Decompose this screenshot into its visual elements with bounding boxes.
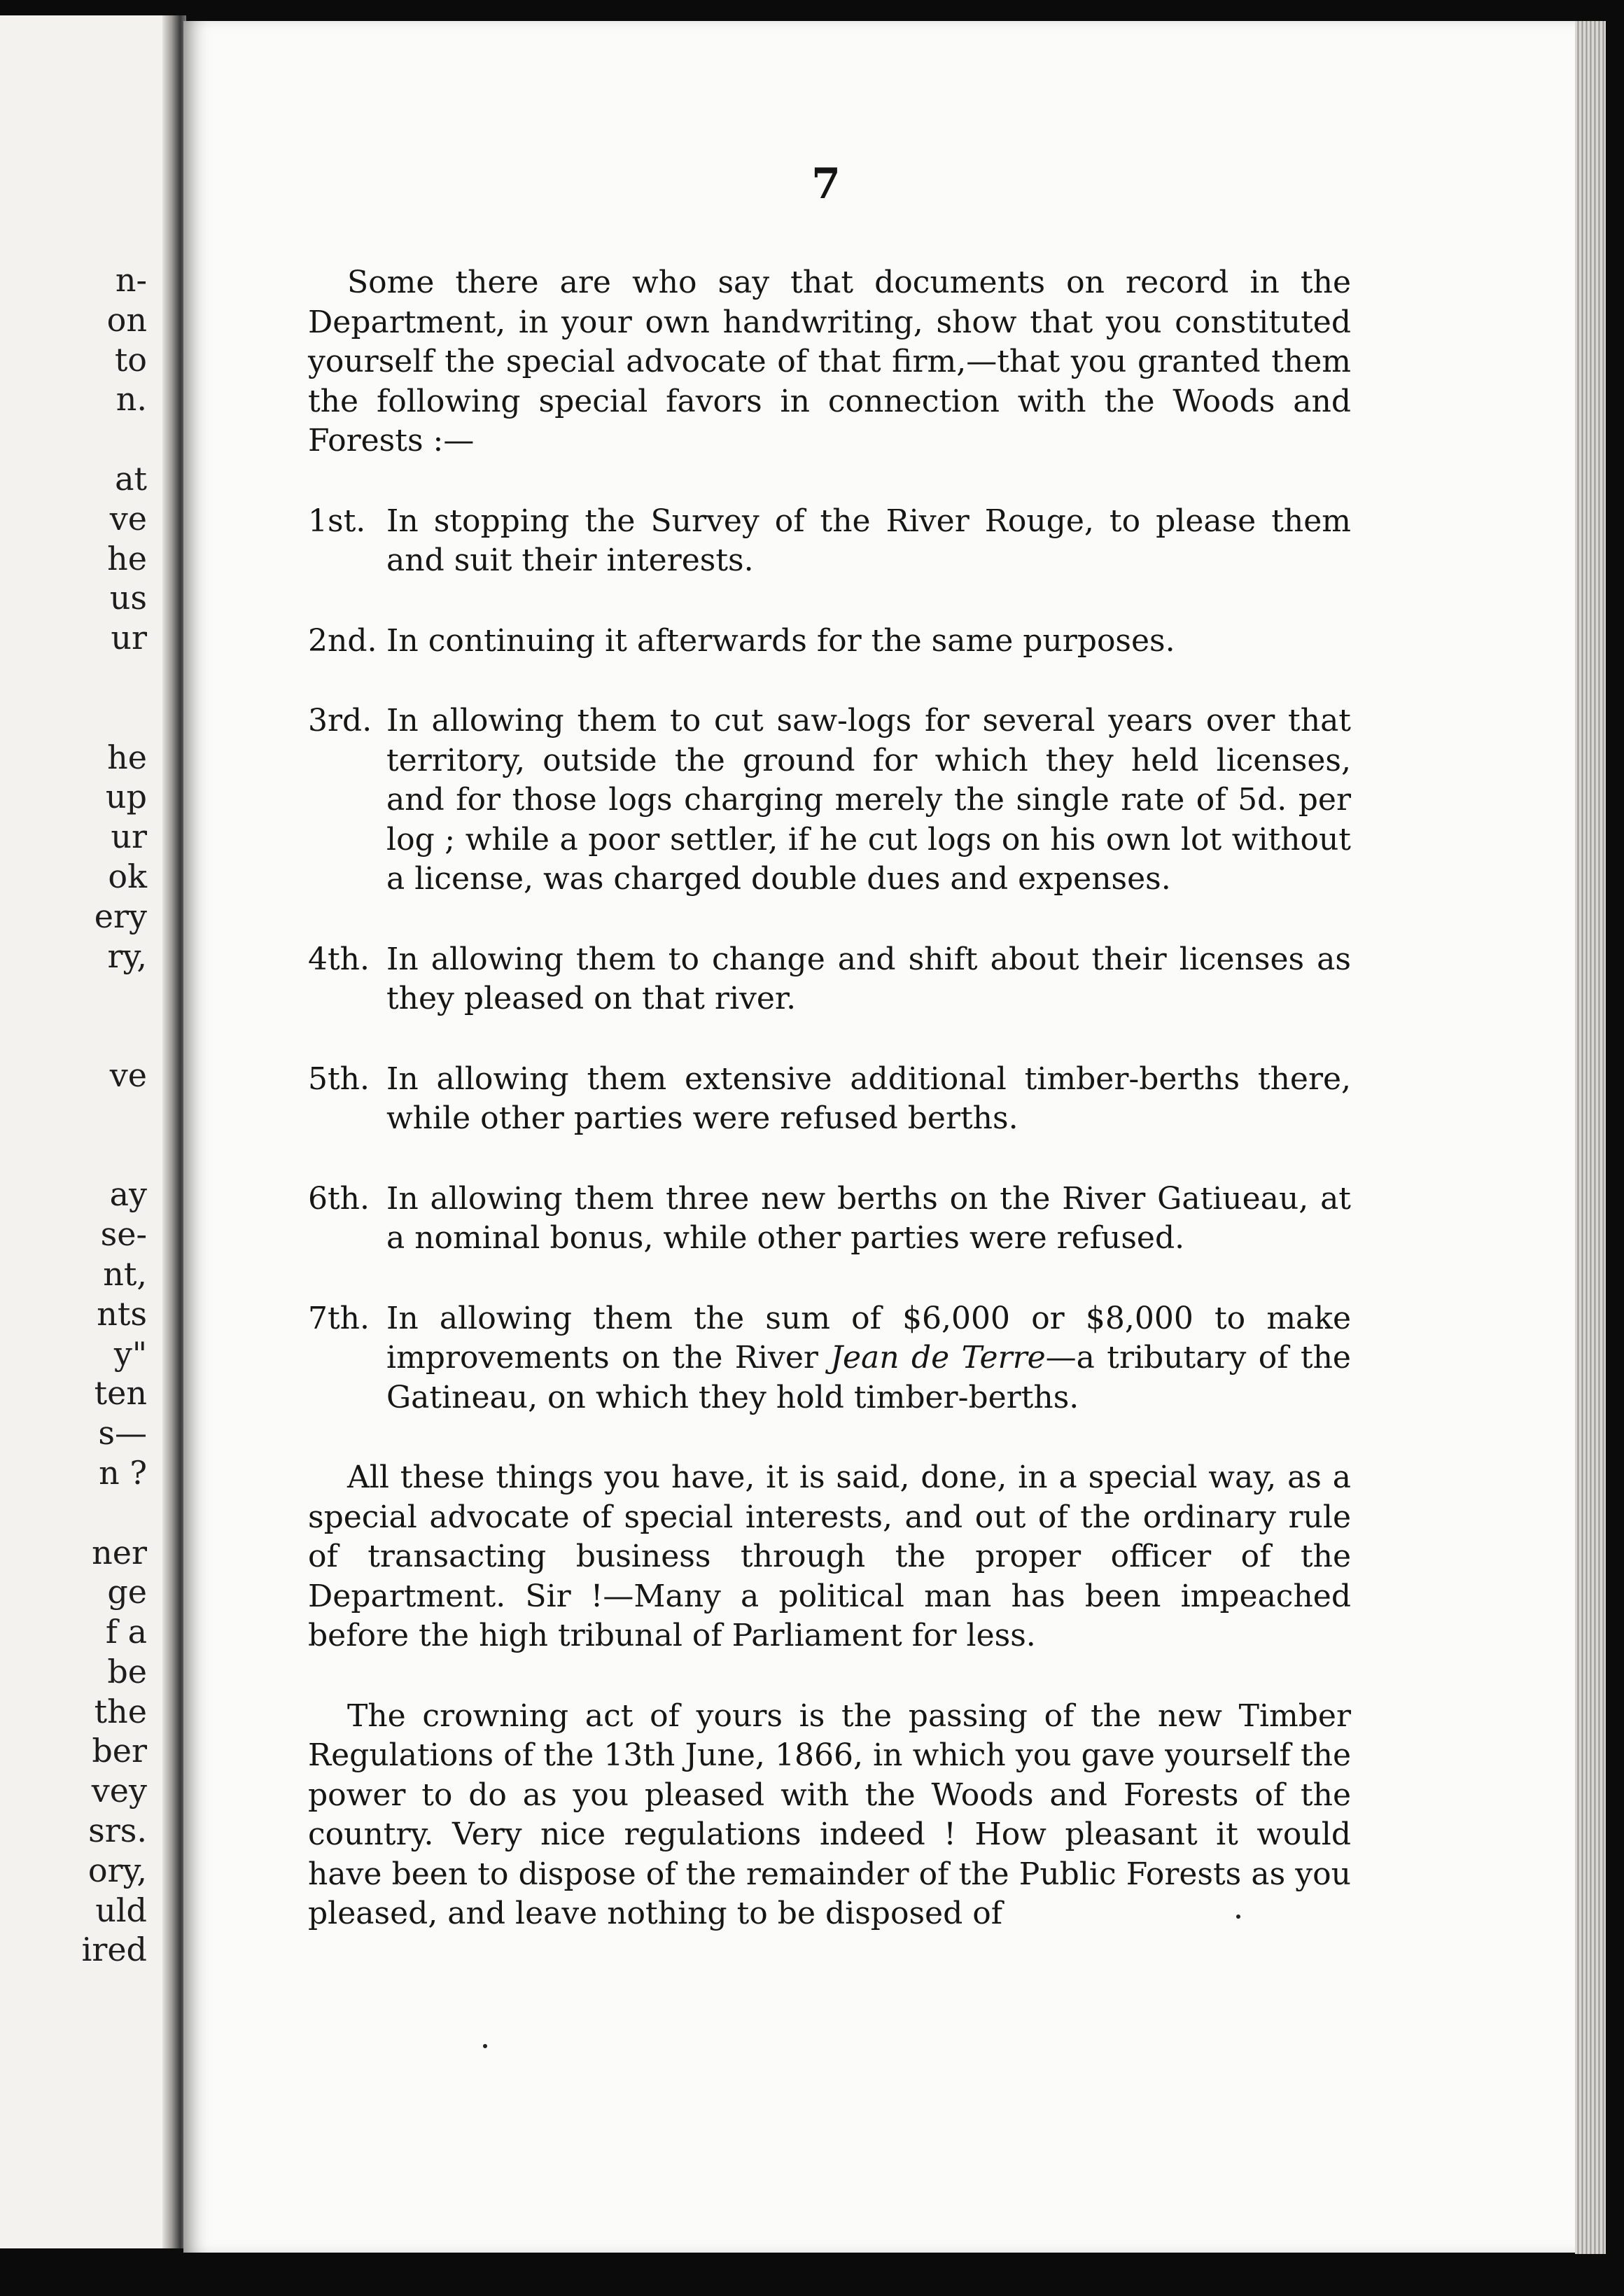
left-page-fragment: n. [115,380,147,419]
left-page-fragment: ery [94,897,147,935]
list-item-number: 7th. [308,1300,370,1336]
left-page-fragment: at [115,459,147,498]
list-item-text-start: In allowing them the sum of $6,000 or $8,000 to make improvements on the River [386,1300,1351,1376]
page-number: 7 [811,160,841,209]
left-page-fragment: ve [109,499,147,538]
left-page-fragment: he [107,539,147,578]
left-page-fragment: ory, [88,1851,147,1889]
left-page-fragment: uld [95,1891,147,1929]
list-item-number: 2nd. [308,622,377,659]
left-page-fragment [82,1016,147,1056]
list-item-number: 3rd. [308,703,372,738]
list-item [308,502,1351,581]
left-page [0,15,172,2248]
list-item-text [386,1299,1351,1418]
list-item [308,701,1351,899]
left-page-fragment: y" [113,1334,147,1373]
left-page-fragment: f a [105,1613,147,1651]
left-page-fragment: the [94,1692,147,1730]
left-page-fragment: se- [100,1215,147,1254]
left-page-fragment [82,698,147,738]
left-page-fragment: nts [97,1294,147,1333]
left-page-fragment [82,1096,147,1135]
list-item-text: In allowing them extensive additional timber-berths there, while other parties were refused berths. [386,1060,1351,1136]
intro-paragraph: Some there are who say that documents on record in the Department, in your own handwriting, show that you constituted yourself the special advocate of that firm,—that you granted them the following special favors in connection with the Woods and Forests :— [308,265,1351,458]
list-item-text: In continuing it afterwards for the same purposes. [386,622,1175,659]
list-item [308,622,1351,662]
left-page-fragment: ten [94,1374,147,1413]
left-page-fragment: ge [107,1573,147,1611]
left-page-fragment: ve [109,1056,147,1094]
ink-speck [483,2044,487,2048]
left-page-fragment [82,1493,147,1533]
favors-list [308,502,1351,1418]
left-page-fragment: ur [111,818,147,856]
list-item-text-end: —a tributary of the Gatineau, on which they hold timber-berths. [386,1340,1351,1415]
left-page-fragment: ay [109,1175,147,1214]
river-name-italic: Jean de Terre [830,1340,1046,1376]
paragraph-impeachment: All these things you have, it is said, done, in a special way, as a special advocate of special interests, and out of the ordinary rule of transacting business through the proper officer of the Department. Sir !—Many a political man has been impeached before the high tribunal of Parliament for less. [308,1460,1351,1653]
left-page-fragment: up [105,778,147,816]
page-body [308,263,1351,1934]
left-page-fragment: s— [98,1414,147,1452]
left-page-fragment: on [106,300,147,339]
page-stack-edge [1575,21,1606,2254]
book-gutter [162,15,186,2248]
left-page-fragment: ner [92,1533,147,1572]
left-page-fragment [82,419,147,459]
left-page-fragment: us [109,579,147,617]
list-item-number: 4th. [308,941,370,977]
left-page-fragment: nt, [103,1254,147,1293]
left-page-fragment: he [107,738,147,776]
left-page-fragment: n ? [99,1453,147,1492]
left-page-fragment [82,1135,147,1175]
left-page-fragment: to [114,340,147,379]
list-item-text: In allowing them three new berths on the River Gatiueau, at a nominal bonus, while other parties were refused. [386,1180,1351,1256]
left-page-text-fragments [82,260,147,1970]
left-page-fragment: ired [81,1931,147,1969]
left-page-fragment: n- [115,261,147,299]
list-item-number: 5th. [308,1060,370,1097]
left-page-fragment: ry, [107,937,147,975]
list-item-text: In allowing them to cut saw-logs for several years over that territory, outside the ground for which they held licenses, and for those logs charging merely the single rate of 5d. per log ; while a poor settler, if he cut logs on his own lot without a license, was charged double dues and expenses. [386,703,1351,897]
paragraph-timber-regulations: The crowning act of yours is the passing of the new Timber Regulations of the 13th June, 1866, in which you gave yourself the power to do as you pleased with the Woods and Forests of the country. Very nice regulations indeed ! How pleasant it would have been to dispose of the remainder of the Public Forests as you pleased, and leave nothing to be disposed of [308,1698,1351,1931]
left-page-fragment: ur [111,619,147,657]
left-page-fragment [82,976,147,1016]
left-page-fragment: ok [108,857,147,895]
left-page-fragment: vey [91,1772,147,1810]
list-item-number: 6th. [308,1180,370,1217]
list-item-number: 1st. [308,503,366,539]
left-page-fragment: ber [92,1732,147,1770]
list-item [308,1180,1351,1259]
left-page-fragment: srs. [88,1812,147,1850]
left-page-fragment [82,658,147,698]
list-item [308,1299,1351,1418]
list-item-text: In allowing them to change and shift about their licenses as they pleased on that river. [386,941,1351,1016]
list-item-text: In stopping the Survey of the River Rouge, to please them and suit their interests. [386,503,1351,578]
left-page-fragment: be [107,1652,147,1690]
list-item [308,940,1351,1019]
list-item [308,1060,1351,1139]
